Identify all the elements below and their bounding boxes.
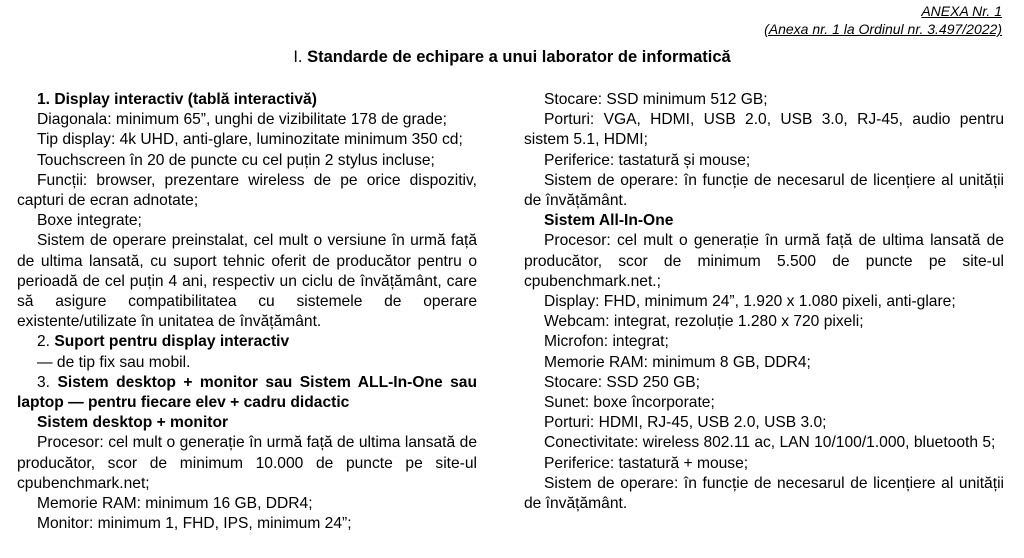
spec-line: Sunet: boxe încorporate;: [544, 394, 715, 412]
right-column: [524, 90, 1004, 514]
spec-line: Stocare: SSD 250 GB;: [544, 373, 701, 391]
spec-line: Procesor: cel mult o generație în urmă față de ultima lansată de producător, scor de minimum 10.000 de puncte pe site-ul cpubenchmark.net;: [17, 434, 477, 492]
spec-line: Sistem de operare: în funcție de necesarul de licențiere al unității de învățământ.: [524, 474, 1004, 513]
annex-reference: [764, 2, 1002, 38]
spec-line: — de tip fix sau mobil.: [37, 353, 191, 371]
spec-line: Boxe integrate;: [37, 212, 142, 230]
title-text: Standarde de echipare a unui laborator de informatică: [307, 48, 731, 66]
spec-line: Webcam: integrat, rezoluție 1.280 x 720 pixeli;: [544, 313, 864, 331]
spec-line: Sistem de operare preinstalat, cel mult o versiune în urmă față de ultima lansată, cu suport tehnic oferit de producător pentru o perioadă de cel puțin 4 ani, respectiv un ciclu de învățământ, care să asigure compatibilitatea cu sistemele de operare existente/utilizate în unitatea de învățământ.: [17, 232, 477, 331]
section-number: 3.: [37, 373, 58, 391]
section-heading-support: [17, 332, 477, 352]
spec-line: Porturi: VGA, HDMI, USB 2.0, USB 3.0, RJ-45, audio pentru sistem 5.1, HDMI;: [524, 111, 1004, 149]
subheading-all-in-one: Sistem All-In-One: [544, 212, 674, 230]
spec-line: Procesor: cel mult o generație în urmă față de ultima lansată de producător, scor de minimum 5.500 de puncte pe site-ul cpubenchmark.net.;: [524, 232, 1004, 290]
spec-line: Sistem de operare: în funcție de necesarul de licențiere al unității de învățământ.: [524, 171, 1004, 210]
spec-line: Memorie RAM: minimum 16 GB, DDR4;: [37, 495, 313, 513]
subheading-desktop: Sistem desktop + monitor: [37, 414, 229, 432]
spec-line: Funcții: browser, prezentare wireless de pe orice dispozitiv, capturi de ecran adnotate;: [17, 171, 477, 210]
spec-line: Touchscreen în 20 de puncte cu cel puțin 2 stylus incluse;: [37, 151, 435, 169]
section-number: 2.: [37, 333, 55, 351]
spec-line: Diagonala: minimum 65”, unghi de vizibilitate 178 de grade;: [37, 111, 448, 129]
section-heading-display: 1. Display interactiv (tablă interactivă): [37, 91, 317, 108]
annex-number: ANEXA Nr. 1: [921, 3, 1002, 19]
spec-line: Porturi: HDMI, RJ-45, USB 2.0, USB 3.0;: [544, 414, 827, 432]
title-prefix: I.: [293, 48, 308, 66]
annex-order-reference: (Anexa nr. 1 la Ordinul nr. 3.497/2022): [764, 21, 1002, 37]
left-column: [17, 90, 477, 534]
section-heading-systems: [17, 373, 477, 413]
section-heading-text: Suport pentru display interactiv: [54, 333, 290, 351]
spec-line: Display: FHD, minimum 24”, 1.920 x 1.080 pixeli, anti-glare;: [544, 293, 956, 311]
section-heading-text: Sistem desktop + monitor sau Sistem ALL-In-One sau laptop — pentru fiecare elev + cadru didactic: [17, 373, 477, 412]
spec-line: Conectivitate: wireless 802.11 ac, LAN 10/100/1.000, bluetooth 5;: [544, 434, 996, 452]
spec-line: Stocare: SSD minimum 512 GB;: [544, 91, 768, 108]
spec-line: Periferice: tastatură și mouse;: [544, 151, 751, 169]
spec-line: Tip display: 4k UHD, anti-glare, luminozitate minimum 350 cd;: [37, 131, 463, 149]
spec-line: Microfon: integrat;: [544, 333, 669, 351]
document-title: [0, 48, 1024, 67]
spec-line: Memorie RAM: minimum 8 GB, DDR4;: [544, 353, 811, 371]
spec-line: Monitor: minimum 1, FHD, IPS, minimum 24”;: [37, 515, 352, 533]
spec-line: Periferice: tastatură + mouse;: [544, 454, 749, 472]
